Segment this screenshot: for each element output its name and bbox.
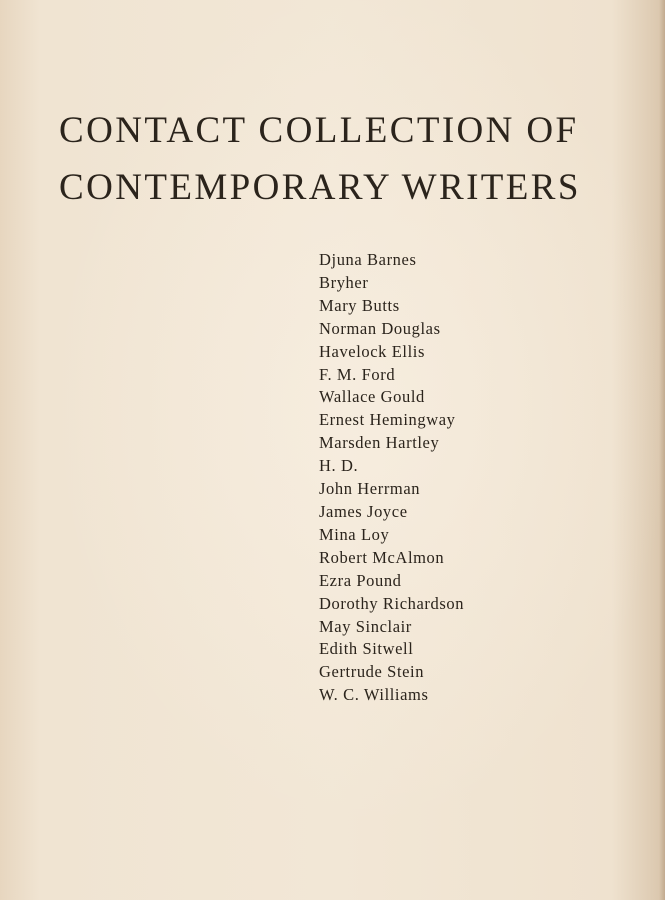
author-name: Ezra Pound: [319, 570, 402, 590]
author-name: Havelock Ellis: [319, 341, 425, 361]
author-name: Robert McAlmon: [319, 547, 445, 567]
author-name: James Joyce: [319, 501, 408, 521]
author-name: Gertrude Stein: [319, 662, 425, 682]
author-name: F. M. Ford: [319, 364, 396, 384]
author-name: Djuna Barnes: [319, 250, 417, 269]
author-name: Norman Douglas: [319, 318, 441, 338]
author-name: Edith Sitwell: [319, 639, 414, 659]
title-line-2: CONTEMPORARY WRITERS: [59, 167, 581, 208]
author-name: Ernest Hemingway: [319, 410, 456, 430]
author-name: Bryher: [319, 272, 369, 292]
author-name: H. D.: [319, 456, 359, 476]
author-name: Mary Butts: [319, 295, 400, 315]
author-name: W. C. Williams: [319, 685, 429, 705]
author-name: Dorothy Richardson: [319, 593, 465, 613]
author-name: John Herrman: [319, 479, 421, 499]
page-title: [59, 102, 619, 216]
author-name: May Sinclair: [319, 616, 412, 636]
page-edge: [659, 0, 665, 900]
author-name: Mina Loy: [319, 524, 390, 544]
author-list: [319, 249, 464, 707]
author-name: Wallace Gould: [319, 387, 425, 407]
author-name: Marsden Hartley: [319, 433, 440, 453]
title-line-1: CONTACT COLLECTION OF: [59, 110, 579, 151]
